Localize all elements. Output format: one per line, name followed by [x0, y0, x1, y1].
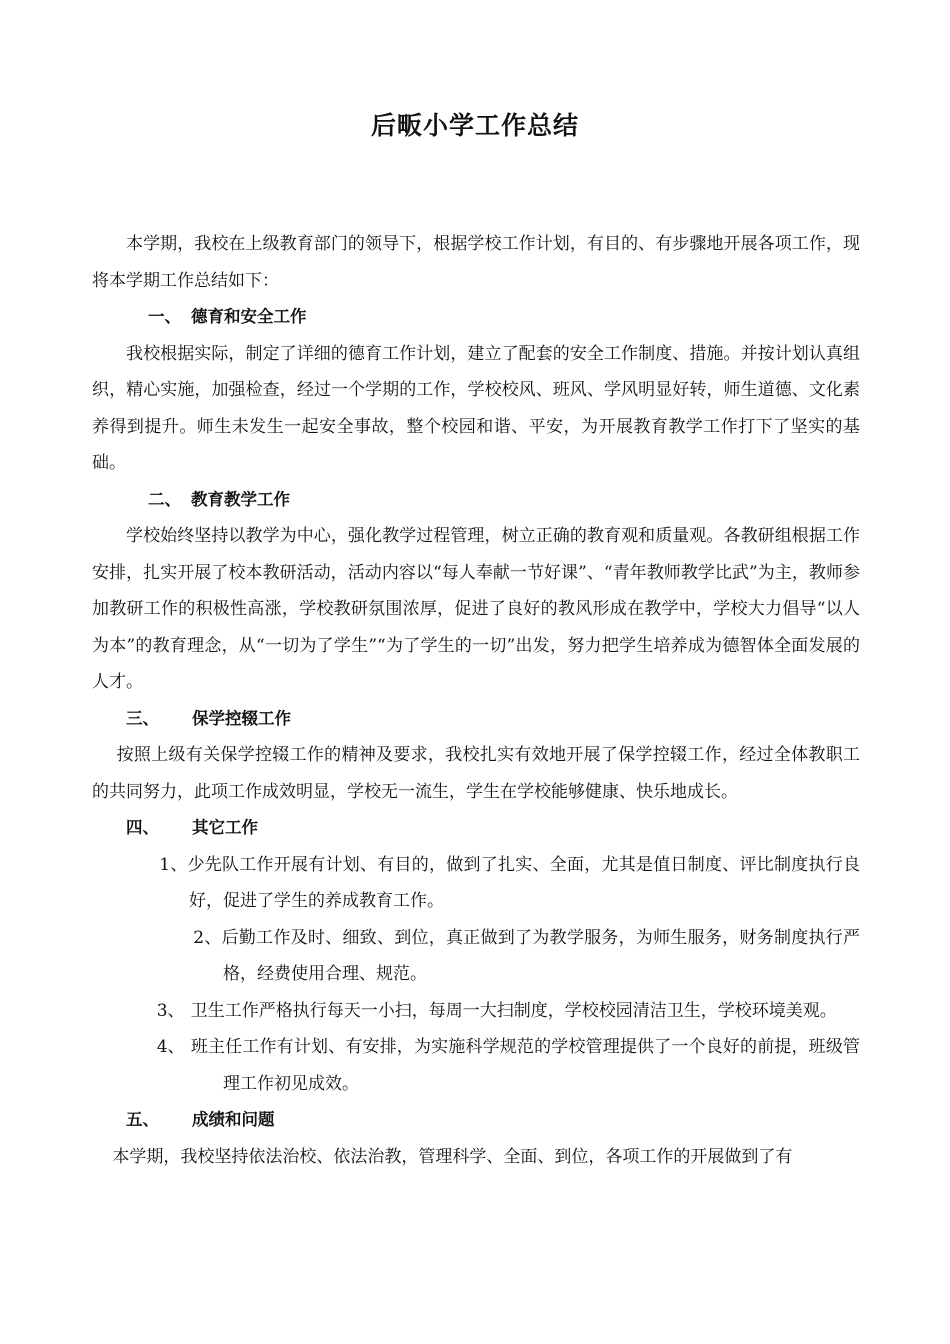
intro-paragraph: 本学期，我校在上级教育部门的领导下，根据学校工作计划，有目的、有步骤地开展各项工作，现将本学期工作总结如下：: [92, 234, 860, 291]
section-body-3: 按照上级有关保学控辍工作的精神及要求，我校扎实有效地开展了保学控辍工作，经过全体教职工的共同努力，此项工作成效明显，学校无一流生，学生在学校能够健康、快乐地成长。: [92, 745, 860, 802]
list-item-number: 4、: [156, 1037, 185, 1057]
list-item-number: 2、: [193, 927, 222, 948]
section-heading-text: 其它工作: [192, 818, 258, 837]
section-number: 二、: [148, 489, 181, 509]
section-heading-5: [92, 1102, 860, 1139]
list-item: [92, 920, 860, 993]
list-item-number: 1、: [159, 854, 188, 875]
section-heading-2: [92, 482, 860, 519]
document-body: [92, 226, 860, 1175]
document-title: 后畈小学工作总结: [370, 111, 579, 140]
section-number: 四、: [126, 818, 159, 837]
section-heading-text: 保学控辍工作: [192, 708, 291, 728]
section-heading-text: 德育和安全工作: [191, 307, 307, 326]
section-number: 一、: [148, 307, 181, 326]
section-heading-text: 教育教学工作: [191, 489, 290, 509]
section-number: 五、: [126, 1110, 159, 1129]
list-item-text: 少先队工作开展有计划、有目的，做到了扎实、全面，尤其是值日制度、评比制度执行良好，促进了学生的养成教育工作。: [187, 854, 860, 911]
section-body-2: 学校始终坚持以教学为中心，强化教学过程管理，树立正确的教育观和质量观。各教研组根据工作安排，扎实开展了校本教研活动，活动内容以“每人奉献一节好课”、“青年教师教学比武”为主，教师参加教研工作的积极性高涨，学校教研氛围浓厚，促进了良好的教风形成在教学中，学校大力倡导“以人为本”的教育理念，从“一切为了学生”“为了学生的一切”出发，努力把学生培养成为德智体全面发展的人才。: [92, 526, 860, 692]
section-heading-3: [92, 701, 860, 738]
list-item: [92, 1029, 860, 1102]
list-item-number: 3、: [156, 1000, 185, 1021]
section-body-1: 我校根据实际，制定了详细的德育工作计划，建立了配套的安全工作制度、措施。并按计划认真组织，精心实施，加强检查，经过一个学期的工作，学校校风、班风、学风明显好转，师生道德、文化素养得到提升。师生未发生一起安全事故，整个校园和谐、平安，为开展教育教学工作打下了坚实的基础。: [92, 343, 860, 473]
section-body-5: 本学期，我校坚持依法治校、依法治教，管理科学、全面、到位，各项工作的开展做到了有: [112, 1146, 793, 1167]
section-heading-1: [92, 299, 860, 336]
list-item: [92, 993, 860, 1030]
section-heading-4: [92, 810, 860, 847]
section-heading-text: 成绩和问题: [192, 1110, 275, 1129]
list-item-text: 后勤工作及时、细致、到位，真正做到了为教学服务，为师生服务，财务制度执行严格，经费使用合理、规范。: [221, 927, 860, 984]
list-item-text: 班主任工作有计划、有安排，为实施科学规范的学校管理提供了一个良好的前提，班级管理工作初见成效。: [190, 1037, 860, 1094]
section-number: 三、: [126, 708, 159, 728]
list-item-text: 卫生工作严格执行每天一小扫，每周一大扫制度，学校校园清洁卫生，学校环境美观。: [190, 1000, 837, 1021]
list-item: [92, 847, 860, 920]
